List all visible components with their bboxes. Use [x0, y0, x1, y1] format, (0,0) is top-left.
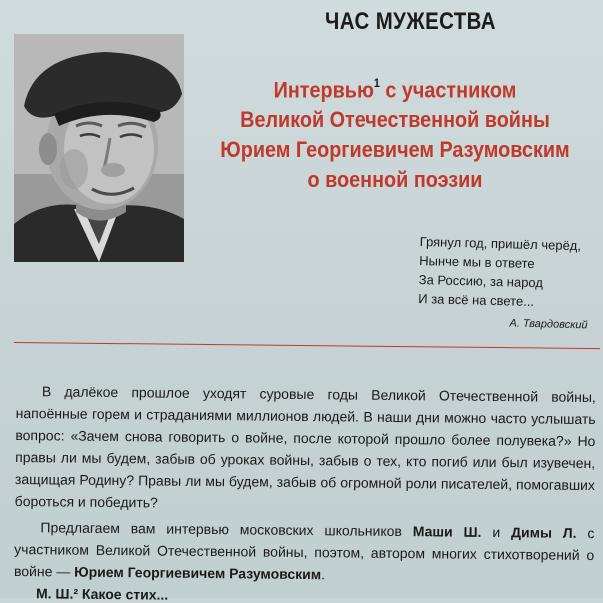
interview-title-line-1-rest: с участником — [379, 77, 517, 103]
interview-title-line-2: Великой Отечественной войны — [240, 107, 550, 133]
interview-title-line-3: Юрием Георгиевичем Разумовским — [220, 137, 570, 163]
para2-and: и — [481, 523, 512, 541]
divider-rule — [14, 342, 600, 349]
interview-intro-paragraph — [14, 516, 595, 588]
student-name-masha: Маши Ш. — [412, 523, 482, 540]
veteran-name: Юрием Георгиевичем Разумовским — [74, 563, 322, 583]
cut-off-line: М. Ш.² Какое стих... — [35, 585, 169, 603]
interview-title — [220, 70, 571, 195]
epigraph-line: Нынче мы в ответе — [419, 252, 535, 272]
footnote-mark: 1 — [373, 76, 380, 90]
student-name-dima: Димы Л. — [511, 524, 577, 541]
epigraph-line: И за всё на свете... — [418, 290, 535, 310]
interview-title-line-1 — [220, 70, 571, 105]
epigraph-line: За Россию, за народ — [418, 271, 544, 291]
body-text — [14, 380, 596, 588]
epigraph-line: Грянул год, пришёл черёд, — [419, 233, 582, 254]
interview-word: Интервью — [273, 77, 374, 103]
section-title: ЧАС МУЖЕСТВА — [325, 8, 496, 35]
epigraph — [417, 232, 598, 336]
para2-text-end: . — [321, 566, 326, 583]
para2-text-mid: с участником Великой Отечественной войны, поэтом, автором многих стихотворений о войне — — [13, 524, 595, 580]
para2-text-start: Предлагаем вам интервью московских школьников — [40, 519, 413, 540]
epigraph-author: А. Твардовский — [509, 317, 588, 332]
interview-title-line-4: о военной поэзии — [307, 167, 483, 193]
portrait-photo — [14, 34, 184, 262]
intro-paragraph: В далёкое прошлое уходят суровые годы Великой Отечественной войны, напоённые горем и страданиями миллионов людей. В наши дни можно часто услышать вопрос: «Зачем снова говорить о войне, после которой прошло более полувека?» Но правы ли мы будем, забыв об уроках войны, забыв о тех, кто погиб или был изувечен, защищая Родину? Правы ли мы будем, забыв об огромной роли писателей, помогавших бороться и победить? — [14, 383, 596, 511]
portrait-icon — [14, 34, 184, 262]
